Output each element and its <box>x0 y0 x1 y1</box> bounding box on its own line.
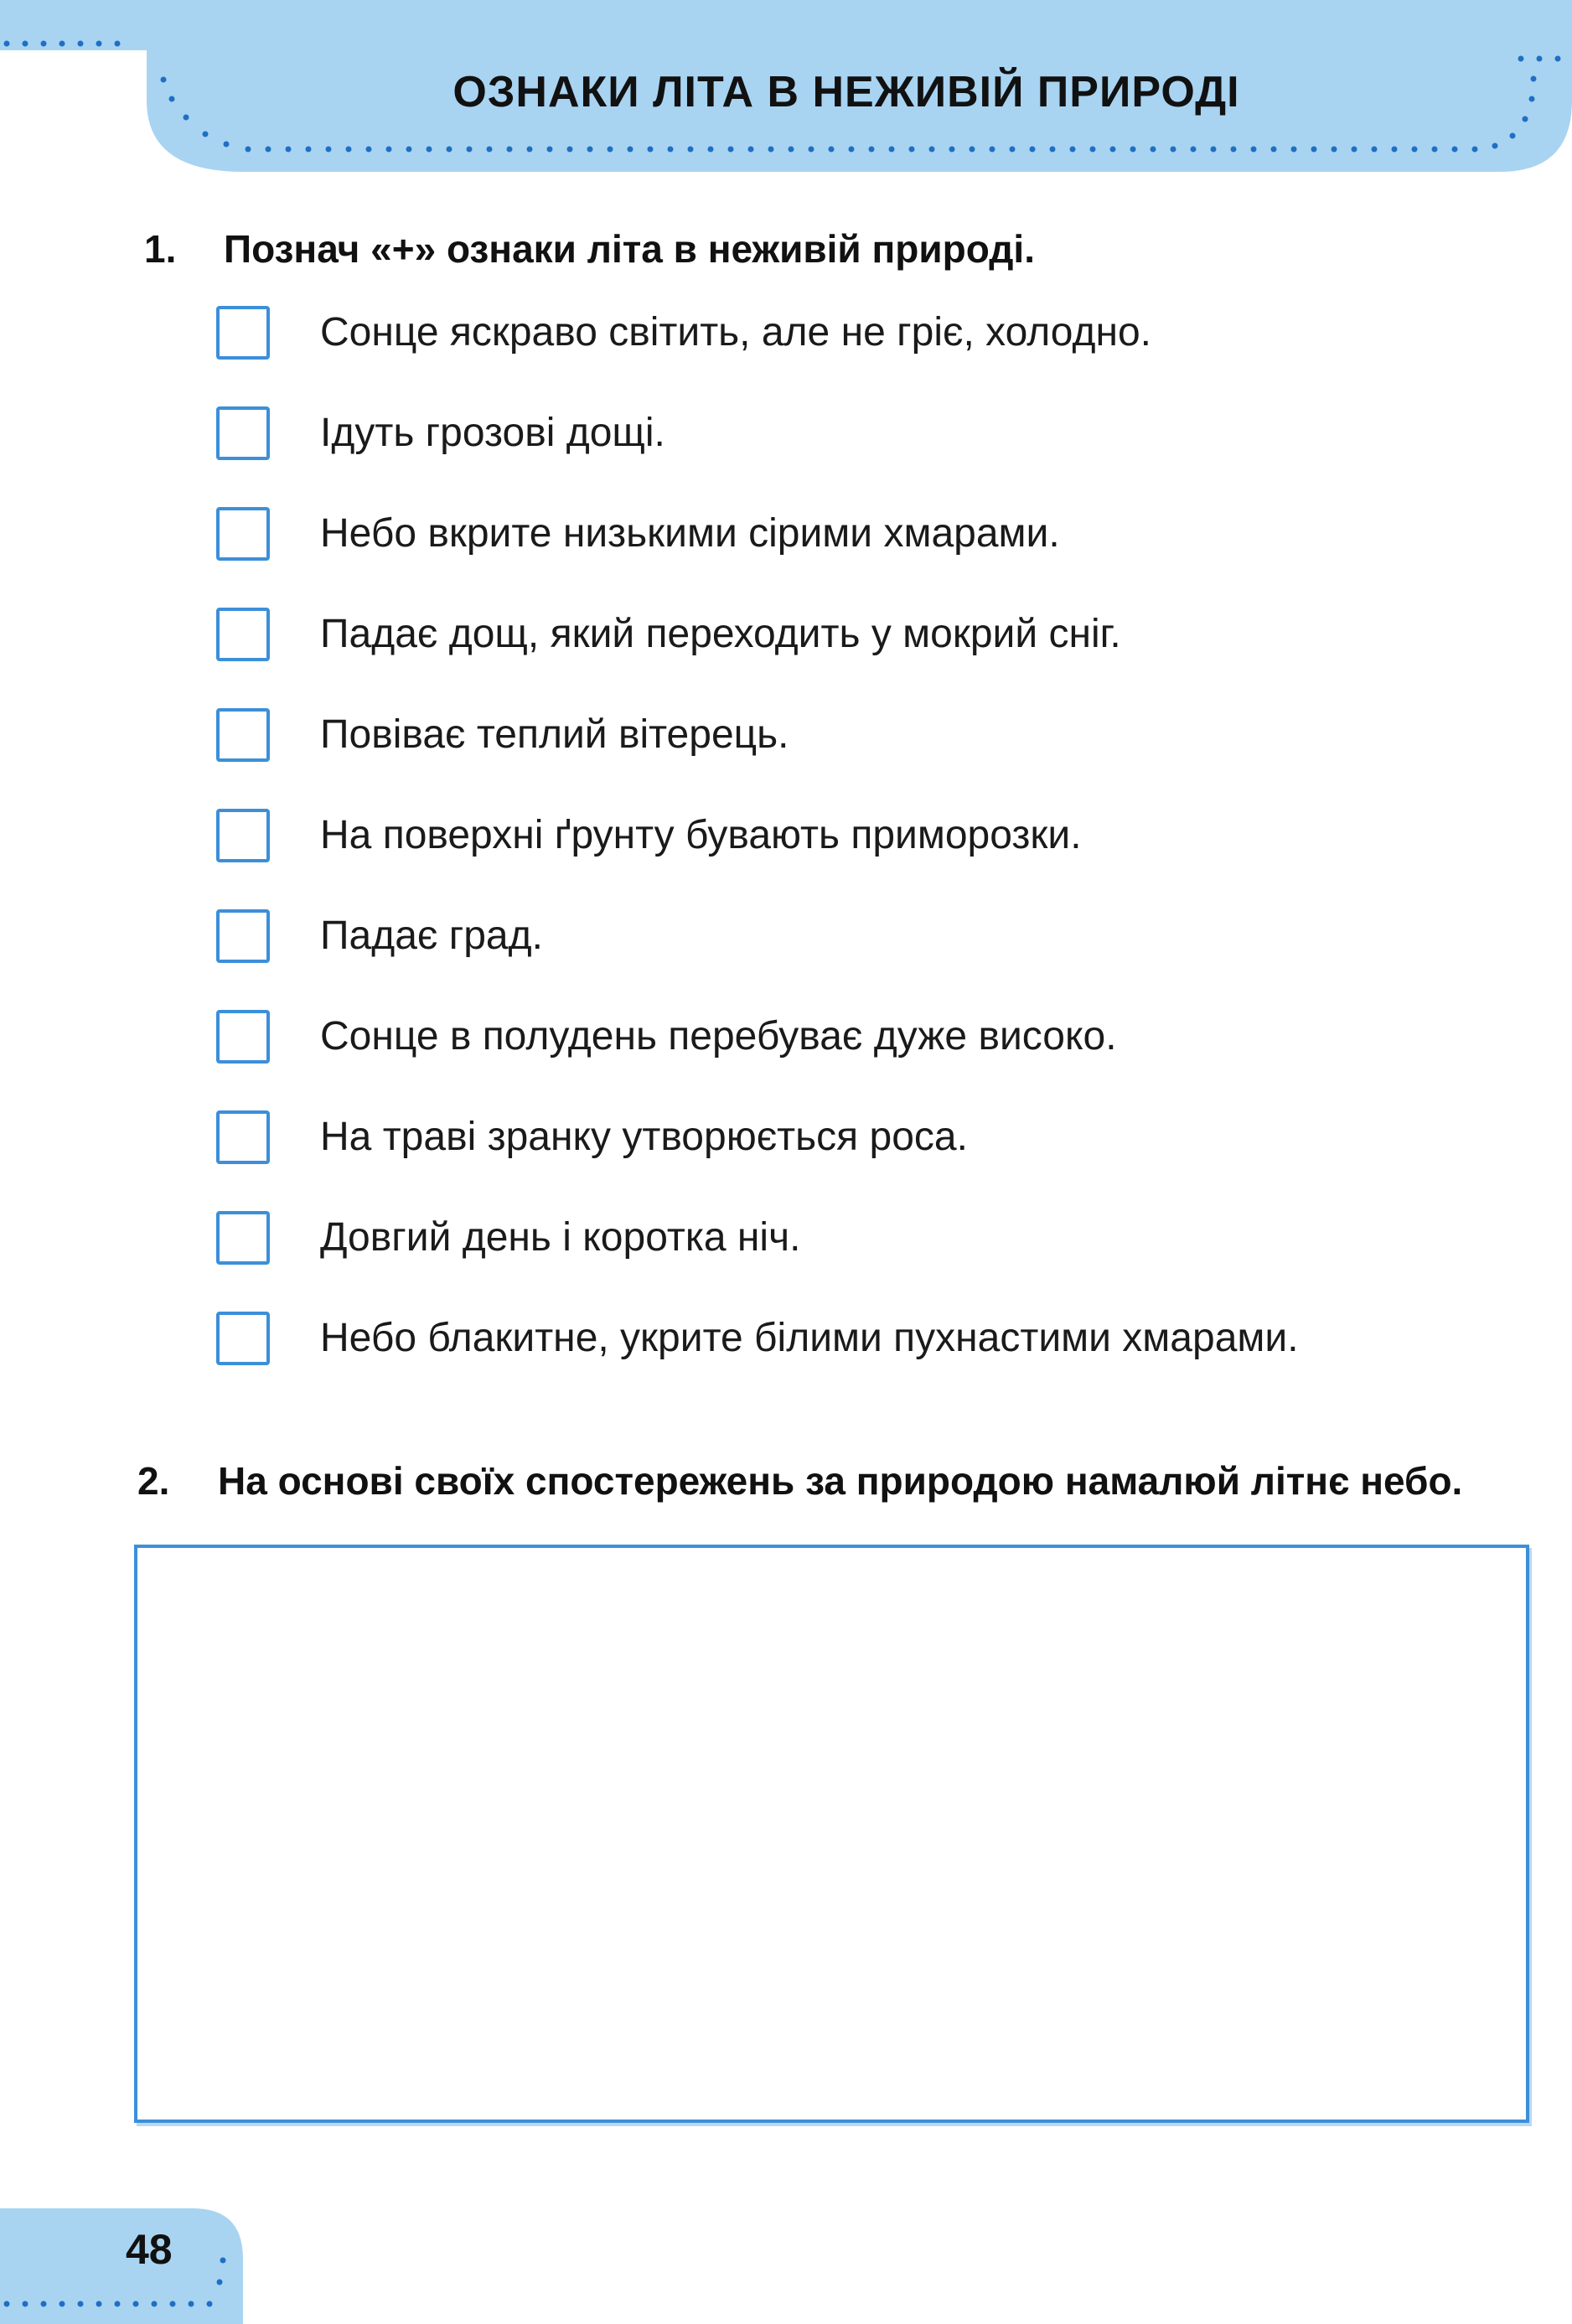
checklist-item <box>216 1211 1523 1275</box>
decor-dot <box>688 147 694 153</box>
decor-dot <box>1472 147 1478 153</box>
decor-dot <box>869 147 875 153</box>
decor-dot <box>949 147 955 153</box>
decor-dot <box>990 147 995 153</box>
decor-dot <box>487 147 493 153</box>
decor-dot <box>628 147 633 153</box>
checklist-item <box>216 1010 1523 1074</box>
decor-dot <box>1191 147 1197 153</box>
decor-dot <box>768 147 774 153</box>
decor-dot <box>152 2301 158 2307</box>
decor-dot <box>96 2301 102 2307</box>
checklist-item-label: Небо блакитне, укрите білими пухнастими хмарами. <box>320 1316 1299 1360</box>
decor-dot <box>207 2301 213 2307</box>
decor-dot <box>728 147 734 153</box>
checkbox[interactable] <box>216 507 270 561</box>
decor-dot <box>406 147 412 153</box>
decor-dot <box>366 147 372 153</box>
decor-dot <box>1352 147 1357 153</box>
checklist-item-label: Сонце яскраво світить, але не гріє, холодно. <box>320 310 1151 355</box>
checkbox[interactable] <box>216 1312 270 1365</box>
decor-dot <box>1231 147 1237 153</box>
question-1-text: Познач «+» ознаки літа в неживій природі. <box>224 227 1035 271</box>
header-banner <box>0 0 1572 180</box>
decor-dot <box>326 147 332 153</box>
decor-dot <box>668 147 674 153</box>
decor-dot <box>1518 56 1524 62</box>
checklist-item <box>216 1110 1523 1174</box>
decor-dot <box>1510 133 1516 139</box>
decor-dot <box>1030 147 1036 153</box>
decor-dot <box>547 147 553 153</box>
decor-dot <box>1151 147 1156 153</box>
drawing-area[interactable] <box>134 1545 1529 2123</box>
decor-dot <box>4 41 10 47</box>
decor-dot <box>1171 147 1176 153</box>
checkbox[interactable] <box>216 1211 270 1265</box>
page-number: 48 <box>126 2226 173 2273</box>
decor-dot <box>708 147 714 153</box>
decor-dot <box>507 147 513 153</box>
decor-dot <box>1130 147 1136 153</box>
decor-dot <box>246 147 251 153</box>
decor-dot <box>170 2301 176 2307</box>
checkbox[interactable] <box>216 608 270 661</box>
decor-dot <box>115 41 121 47</box>
decor-dot <box>809 147 814 153</box>
decor-dot <box>41 2301 47 2307</box>
decor-dot <box>96 41 102 47</box>
checklist-item-label: На траві зранку утворюється роса. <box>320 1115 968 1159</box>
decor-dot <box>1492 143 1498 149</box>
checklist-item-label: Небо вкрите низькими сірими хмарами. <box>320 511 1060 556</box>
checklist-item <box>216 708 1523 772</box>
decor-dot <box>220 2258 226 2264</box>
decor-dot <box>133 2301 139 2307</box>
decor-dot <box>386 147 392 153</box>
checkbox[interactable] <box>216 306 270 360</box>
checklist-item <box>216 306 1523 370</box>
decor-dot <box>306 147 312 153</box>
page-number-tab <box>0 2200 251 2324</box>
checklist-item-label: На поверхні ґрунту бувають приморозки. <box>320 813 1082 857</box>
decor-dot <box>1537 56 1543 62</box>
question-2-number: 2. <box>137 1459 170 1503</box>
decor-dot <box>789 147 794 153</box>
checklist-item <box>216 909 1523 973</box>
decor-dot <box>1070 147 1076 153</box>
decor-dot <box>829 147 835 153</box>
decor-dot <box>189 2301 194 2307</box>
decor-dot <box>59 2301 65 2307</box>
decor-dot <box>4 2301 10 2307</box>
decor-dot <box>608 147 613 153</box>
decor-dot <box>1432 147 1438 153</box>
checkbox[interactable] <box>216 406 270 460</box>
decor-dot <box>203 132 209 137</box>
decor-dot <box>1271 147 1277 153</box>
decor-dot <box>23 2301 28 2307</box>
checklist-item-label: Ідуть грозові дощі. <box>320 411 665 455</box>
checklist-item-label: Сонце в полудень перебуває дуже високо. <box>320 1014 1117 1058</box>
decor-dot <box>849 147 855 153</box>
decor-dot <box>1110 147 1116 153</box>
checkbox[interactable] <box>216 1010 270 1064</box>
checklist-item <box>216 1312 1523 1375</box>
decor-dot <box>1291 147 1297 153</box>
decor-dot <box>217 2280 223 2285</box>
decor-dot <box>1010 147 1016 153</box>
decor-dot <box>78 41 84 47</box>
decor-dot <box>346 147 352 153</box>
decor-dot <box>286 147 292 153</box>
checkbox[interactable] <box>216 909 270 963</box>
decor-dot <box>1452 147 1458 153</box>
decor-dot <box>1412 147 1418 153</box>
decor-dot <box>1555 56 1561 62</box>
decor-dot <box>1332 147 1337 153</box>
decor-dot <box>567 147 573 153</box>
decor-dot <box>1392 147 1398 153</box>
checklist-item-label: Повіває теплий вітерець. <box>320 712 789 757</box>
question-2-text: На основі своїх спостережень за природою намалюй літнє небо. <box>218 1459 1463 1503</box>
decor-dot <box>909 147 915 153</box>
decor-dot <box>748 147 754 153</box>
decor-dot <box>587 147 593 153</box>
checklist-item <box>216 608 1523 671</box>
decor-dot <box>929 147 935 153</box>
decor-dot <box>1251 147 1257 153</box>
decor-dot <box>59 41 65 47</box>
checklist-item-label: Падає град. <box>320 914 543 958</box>
checkbox[interactable] <box>216 708 270 762</box>
decor-dot <box>1311 147 1317 153</box>
decor-dot <box>1211 147 1217 153</box>
decor-dot <box>447 147 452 153</box>
decor-dot <box>224 142 230 148</box>
decor-dot <box>648 147 654 153</box>
checklist-item-label: Падає дощ, який переходить у мокрий сніг. <box>320 612 1121 656</box>
decor-dot <box>1050 147 1056 153</box>
decor-dot <box>266 147 271 153</box>
decor-dot <box>23 41 28 47</box>
decor-dot <box>78 2301 84 2307</box>
decor-dot <box>527 147 533 153</box>
question-1-number: 1. <box>144 227 177 271</box>
decor-dot <box>1090 147 1096 153</box>
checklist-item <box>216 809 1523 872</box>
decor-dot <box>427 147 432 153</box>
checkbox[interactable] <box>216 809 270 862</box>
decor-dot <box>1372 147 1378 153</box>
checklist-item-label: Довгий день і коротка ніч. <box>320 1215 801 1260</box>
decor-dot <box>41 41 47 47</box>
decor-dot <box>467 147 473 153</box>
checklist-item <box>216 406 1523 470</box>
checkbox[interactable] <box>216 1110 270 1164</box>
decor-dot <box>889 147 895 153</box>
checklist-item <box>216 507 1523 571</box>
decor-dot <box>115 2301 121 2307</box>
decor-dot <box>970 147 975 153</box>
page-title: ОЗНАКИ ЛІТА В НЕЖИВІЙ ПРИРОДІ <box>452 68 1240 116</box>
